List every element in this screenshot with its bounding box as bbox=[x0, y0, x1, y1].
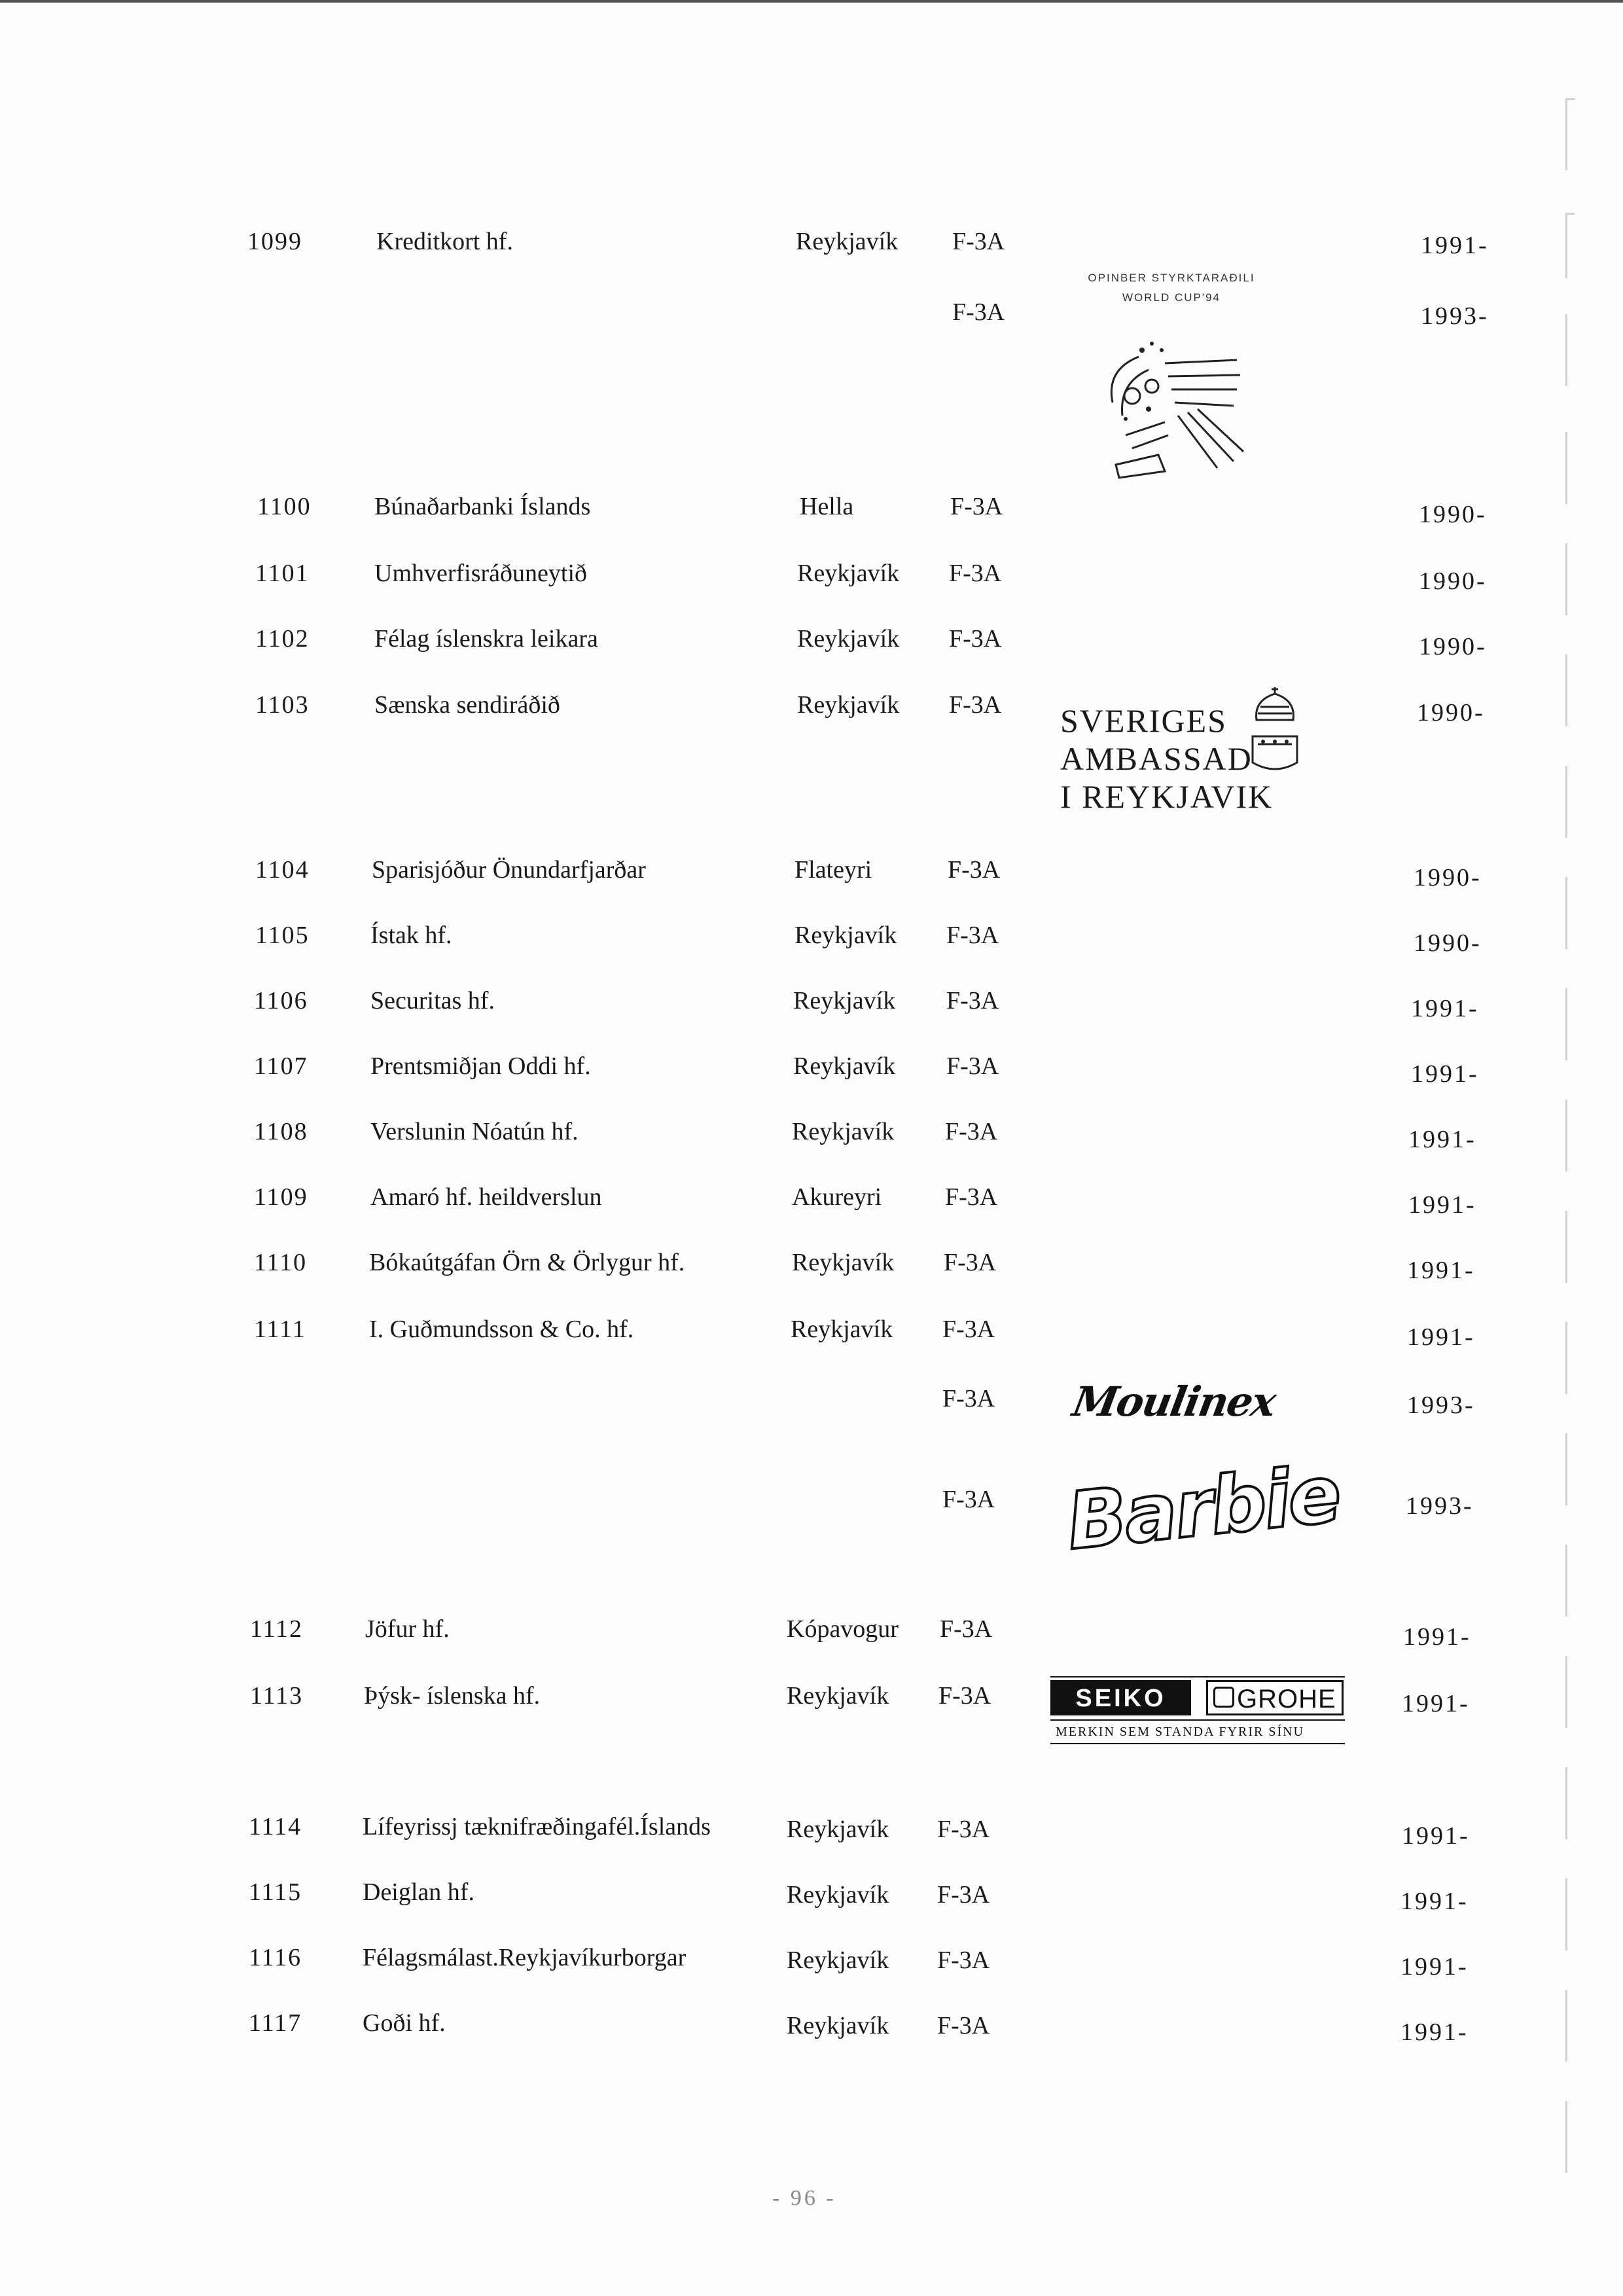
row-place: Reykjavík bbox=[796, 228, 899, 255]
row-name: I. Guðmundsson & Co. hf. bbox=[369, 1316, 634, 1343]
row-place: Reykjavík bbox=[793, 1052, 896, 1080]
row-id: 1103 bbox=[255, 691, 310, 719]
row-id: 1101 bbox=[255, 560, 310, 587]
row-year: 1990- bbox=[1414, 864, 1482, 891]
row-code: F-3A bbox=[938, 1682, 991, 1710]
row-place: Hella bbox=[800, 493, 854, 520]
row-year: 1991- bbox=[1407, 1323, 1475, 1351]
row-id: 1100 bbox=[257, 493, 312, 520]
row-year: 1990- bbox=[1417, 699, 1485, 726]
row-year: 1991- bbox=[1411, 995, 1479, 1022]
row-id: 1107 bbox=[254, 1052, 308, 1080]
row-id: 1102 bbox=[255, 625, 310, 653]
row-code: F-3A bbox=[949, 625, 1002, 653]
row-code: F-3A bbox=[942, 1316, 995, 1343]
scan-top-edge bbox=[0, 0, 1623, 3]
row-name: Ístak hf. bbox=[370, 922, 452, 949]
row-year: 1993- bbox=[1406, 1492, 1474, 1520]
row-id: 1112 bbox=[250, 1615, 304, 1643]
row-id: 1115 bbox=[249, 1878, 302, 1906]
embassy-line2: AMBASSAD bbox=[1060, 740, 1253, 777]
row-year: 1990- bbox=[1419, 501, 1487, 528]
row-code: F-3A bbox=[946, 1052, 999, 1080]
row-place: Kópavogur bbox=[787, 1615, 899, 1643]
row-code: F-3A bbox=[945, 1183, 998, 1211]
row-year: 1990- bbox=[1419, 567, 1487, 595]
row-place: Reykjavík bbox=[797, 560, 900, 587]
row-place: Reykjavík bbox=[787, 1881, 889, 1909]
moulinex-wordmark: Moulinex bbox=[1069, 1378, 1279, 1426]
row-place: Reykjavík bbox=[794, 922, 897, 949]
row-id: 1111 bbox=[254, 1316, 306, 1343]
row-id: 1106 bbox=[254, 987, 308, 1014]
row-place: Flateyri bbox=[794, 856, 872, 884]
row-code: F-3A bbox=[940, 1615, 993, 1643]
row-place: Reykjavík bbox=[791, 1316, 893, 1343]
row-year: 1991- bbox=[1402, 1690, 1470, 1717]
row-name: Goði hf. bbox=[363, 2009, 446, 2037]
seiko-grohe-tagline: MERKIN SEM STANDA FYRIR SÍNU bbox=[1056, 1725, 1304, 1739]
row-place: Akureyri bbox=[792, 1183, 882, 1211]
row-id: 1108 bbox=[254, 1118, 308, 1145]
row-id: 1117 bbox=[249, 2009, 302, 2037]
row-year: 1993- bbox=[1407, 1391, 1475, 1419]
row-code: F-3A bbox=[952, 298, 1005, 326]
row-year: 1991- bbox=[1400, 1888, 1469, 1915]
row-year: 1991- bbox=[1407, 1257, 1475, 1284]
row-name: Deiglan hf. bbox=[363, 1878, 474, 1906]
row-name: Jöfur hf. bbox=[365, 1615, 450, 1643]
row-code: F-3A bbox=[937, 1816, 990, 1843]
row-code: F-3A bbox=[950, 493, 1003, 520]
row-code: F-3A bbox=[942, 1385, 995, 1412]
row-code: F-3A bbox=[946, 987, 999, 1014]
seiko-grohe-logo bbox=[1050, 1672, 1351, 1751]
row-name: Kreditkort hf. bbox=[376, 228, 513, 255]
row-year: 1991- bbox=[1402, 1822, 1470, 1850]
embassy-line3: I REYKJAVIK bbox=[1060, 778, 1274, 815]
row-name: Þýsk- íslenska hf. bbox=[364, 1682, 541, 1710]
row-code: F-3A bbox=[937, 1881, 990, 1909]
row-place: Reykjavík bbox=[793, 987, 896, 1014]
embassy-line1: SVERIGES bbox=[1060, 702, 1227, 739]
row-id: 1104 bbox=[255, 856, 310, 884]
page-number: - 96 - bbox=[772, 2186, 836, 2210]
row-name: Búnaðarbanki Íslands bbox=[374, 493, 591, 520]
row-id: 1105 bbox=[255, 922, 310, 949]
row-code: F-3A bbox=[948, 856, 1001, 884]
row-name: Amaró hf. heildverslun bbox=[370, 1183, 602, 1211]
swedish-crown-icon bbox=[1249, 684, 1301, 776]
row-year: 1991- bbox=[1400, 1953, 1469, 1981]
row-year: 1993- bbox=[1421, 302, 1489, 330]
row-code: F-3A bbox=[946, 922, 999, 949]
row-id: 1113 bbox=[250, 1682, 304, 1710]
worldcup-line2: WORLD CUP'94 bbox=[1122, 291, 1221, 304]
row-year: 1990- bbox=[1414, 929, 1482, 957]
grohe-wordmark: GROHE bbox=[1237, 1685, 1336, 1713]
row-place: Reykjavík bbox=[792, 1118, 895, 1145]
row-name: Sænska sendiráðið bbox=[374, 691, 560, 719]
row-code: F-3A bbox=[942, 1486, 995, 1513]
row-id: 1116 bbox=[249, 1944, 302, 1971]
row-name: Félagsmálast.Reykjavíkurborgar bbox=[363, 1944, 687, 1971]
row-id: 1099 bbox=[247, 228, 302, 255]
row-id: 1114 bbox=[249, 1813, 302, 1840]
row-code: F-3A bbox=[952, 228, 1005, 255]
seiko-wordmark: SEIKO bbox=[1075, 1685, 1166, 1712]
row-place: Reykjavík bbox=[797, 625, 900, 653]
row-id: 1109 bbox=[254, 1183, 308, 1211]
row-name: Félag íslenskra leikara bbox=[374, 625, 598, 653]
row-place: Reykjavík bbox=[792, 1249, 895, 1276]
row-place: Reykjavík bbox=[797, 691, 900, 719]
row-year: 1991- bbox=[1421, 232, 1489, 259]
row-code: F-3A bbox=[937, 2012, 990, 2039]
worldcup-line1: OPINBER STYRKTARAÐILI bbox=[1088, 272, 1255, 284]
row-code: F-3A bbox=[949, 691, 1002, 719]
row-year: 1990- bbox=[1419, 633, 1487, 660]
row-year: 1991- bbox=[1411, 1060, 1479, 1088]
row-name: Verslunin Nóatún hf. bbox=[370, 1118, 579, 1145]
row-year: 1991- bbox=[1408, 1126, 1476, 1153]
row-code: F-3A bbox=[937, 1946, 990, 1974]
row-code: F-3A bbox=[949, 560, 1002, 587]
row-year: 1991- bbox=[1400, 2018, 1469, 2046]
row-name: Securitas hf. bbox=[370, 987, 495, 1014]
grohe-icon bbox=[1213, 1687, 1234, 1708]
row-name: Lífeyrissj tæknifræðingafél.Íslands bbox=[363, 1813, 711, 1840]
row-year: 1991- bbox=[1408, 1191, 1476, 1219]
row-place: Reykjavík bbox=[787, 2012, 889, 2039]
moulinex-logo bbox=[1069, 1378, 1335, 1437]
barbie-wordmark: Barbie bbox=[1062, 1448, 1344, 1568]
row-name: Prentsmiðjan Oddi hf. bbox=[370, 1052, 591, 1080]
row-id: 1110 bbox=[254, 1249, 308, 1276]
worldcup-logo bbox=[1060, 272, 1283, 488]
row-code: F-3A bbox=[945, 1118, 998, 1145]
row-place: Reykjavík bbox=[787, 1946, 889, 1974]
worldcup-emblem-icon bbox=[1086, 324, 1263, 488]
row-name: Bókaútgáfan Örn & Örlygur hf. bbox=[369, 1249, 685, 1276]
swedish-embassy-logo bbox=[1060, 684, 1322, 828]
row-name: Sparisjóður Önundarfjarðar bbox=[372, 856, 646, 884]
row-place: Reykjavík bbox=[787, 1816, 889, 1843]
row-code: F-3A bbox=[944, 1249, 997, 1276]
row-year: 1991- bbox=[1403, 1623, 1471, 1651]
barbie-logo bbox=[1060, 1448, 1344, 1587]
row-name: Umhverfisráðuneytið bbox=[374, 560, 588, 587]
row-place: Reykjavík bbox=[787, 1682, 889, 1710]
